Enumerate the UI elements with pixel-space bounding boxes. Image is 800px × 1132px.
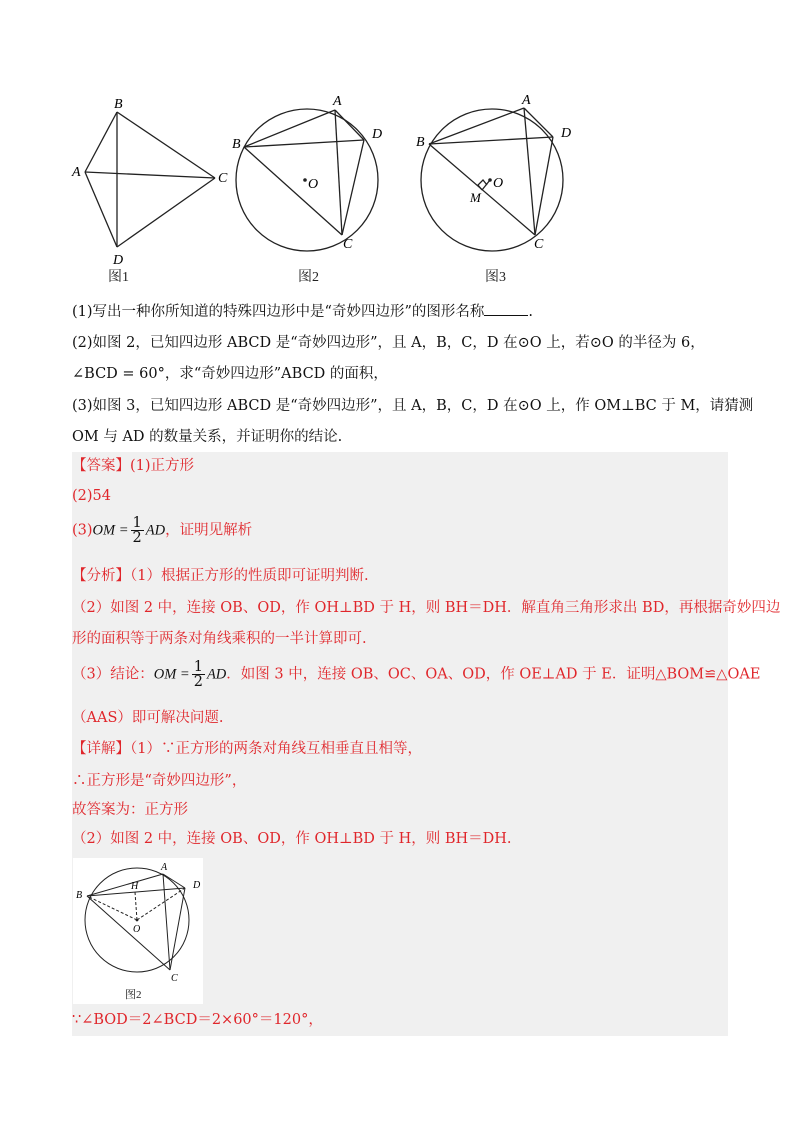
figure-1-drawing xyxy=(60,92,240,287)
answer-3: (3)OM = $\frac{1}{2}$ AD，证明见解析 xyxy=(72,515,253,546)
label-b: B xyxy=(76,890,83,901)
label-b: B xyxy=(114,97,123,112)
label-c: C xyxy=(218,171,228,186)
answer-1: (1)正方形 xyxy=(130,458,195,474)
figure-2-drawing xyxy=(225,92,395,287)
label-o: O xyxy=(308,177,319,192)
label-d: D xyxy=(561,126,572,141)
detail-line-2: ∴正方形是“奇妙四边形”， xyxy=(72,773,247,789)
label-a: A xyxy=(522,93,531,108)
label-b: B xyxy=(232,137,241,152)
label-c: C xyxy=(343,237,353,252)
label-a: A xyxy=(333,94,342,109)
answer-label: 【答案】 xyxy=(72,458,130,474)
label-c: C xyxy=(171,973,178,984)
figure-2-inset xyxy=(73,858,203,1004)
figure-3 xyxy=(410,92,590,287)
label-a: A xyxy=(72,165,81,180)
label-m: M xyxy=(470,190,481,205)
label-d: D xyxy=(193,880,201,891)
label-d: D xyxy=(113,253,124,268)
answer-blank xyxy=(484,301,528,316)
label-a: A xyxy=(161,862,168,873)
label-c: C xyxy=(534,237,544,252)
detail-line-4: （2）如图 2 中，连接 OB、OD，作 OH⊥BD 于 H，则 BH＝DH. xyxy=(72,831,512,847)
detail-line-3: 故答案为：正方形 xyxy=(72,802,188,818)
detail-line-5: ∵∠BOD＝2∠BCD＝2×60°＝120°， xyxy=(72,1012,323,1028)
label-h: H xyxy=(131,881,139,892)
label-o: O xyxy=(493,176,504,191)
question-3-line1: (3)如图 3，已知四边形 ABCD 是“奇妙四边形”，且 A，B，C，D 在⊙O 上，作 OM⊥BC 于 M，请猜测 xyxy=(72,398,754,414)
fraction-half: $\frac{1}{2}$ xyxy=(193,659,203,690)
figure-2-inset-drawing xyxy=(73,858,203,1004)
analysis-line-5: （AAS）即可解决问题. xyxy=(72,710,224,726)
label-d: D xyxy=(372,127,383,142)
figure-3-drawing xyxy=(410,92,590,287)
detail-label: 【详解】 xyxy=(72,741,130,757)
analysis-label: 【分析】 xyxy=(72,568,130,584)
label-o: O xyxy=(133,924,141,935)
figure-1 xyxy=(60,92,240,287)
analysis-line-2: （2）如图 2 中，连接 OB、OD，作 OH⊥BD 于 H，则 BH＝DH．解直角三角形求出 BD，再根据奇妙四边 xyxy=(72,600,781,616)
answer-2: (2)54 xyxy=(72,488,111,504)
fraction-half: $\frac{1}{2}$ xyxy=(132,515,142,546)
figure-2-caption: 图2 xyxy=(298,270,319,285)
detail-line-1: 【详解】（1）∵正方形的两条对角线互相垂直且相等， xyxy=(72,741,422,757)
figure-2-inset-caption: 图2 xyxy=(125,989,142,1001)
figure-2 xyxy=(225,92,395,287)
question-1: (1)写出一种你所知道的特殊四边形中是“奇妙四边形”的图形名称 . xyxy=(72,301,533,322)
figure-1-caption: 图1 xyxy=(108,270,129,285)
answer-line-1 xyxy=(72,456,194,476)
analysis-line-4: （3）结论：OM = $\frac{1}{2}$ AD．如图 3 中，连接 OB、OC、OA、OD，作 OE⊥AD 于 E．证明△BOM≌△OAE xyxy=(72,659,761,690)
question-2-line2: ∠BCD = 60°，求“奇妙四边形”ABCD 的面积， xyxy=(72,366,388,382)
analysis-line-1: 【分析】（1）根据正方形的性质即可证明判断. xyxy=(72,568,369,584)
figure-3-caption: 图3 xyxy=(485,270,506,285)
question-3-line2: OM 与 AD 的数量关系，并证明你的结论. xyxy=(72,429,343,445)
analysis-line-3: 形的面积等于两条对角线乘积的一半计算即可. xyxy=(72,631,367,647)
question-2-line1: (2)如图 2，已知四边形 ABCD 是“奇妙四边形”，且 A，B，C，D 在⊙O 上，若⊙O 的半径为 6， xyxy=(72,335,705,351)
label-b: B xyxy=(416,135,425,150)
